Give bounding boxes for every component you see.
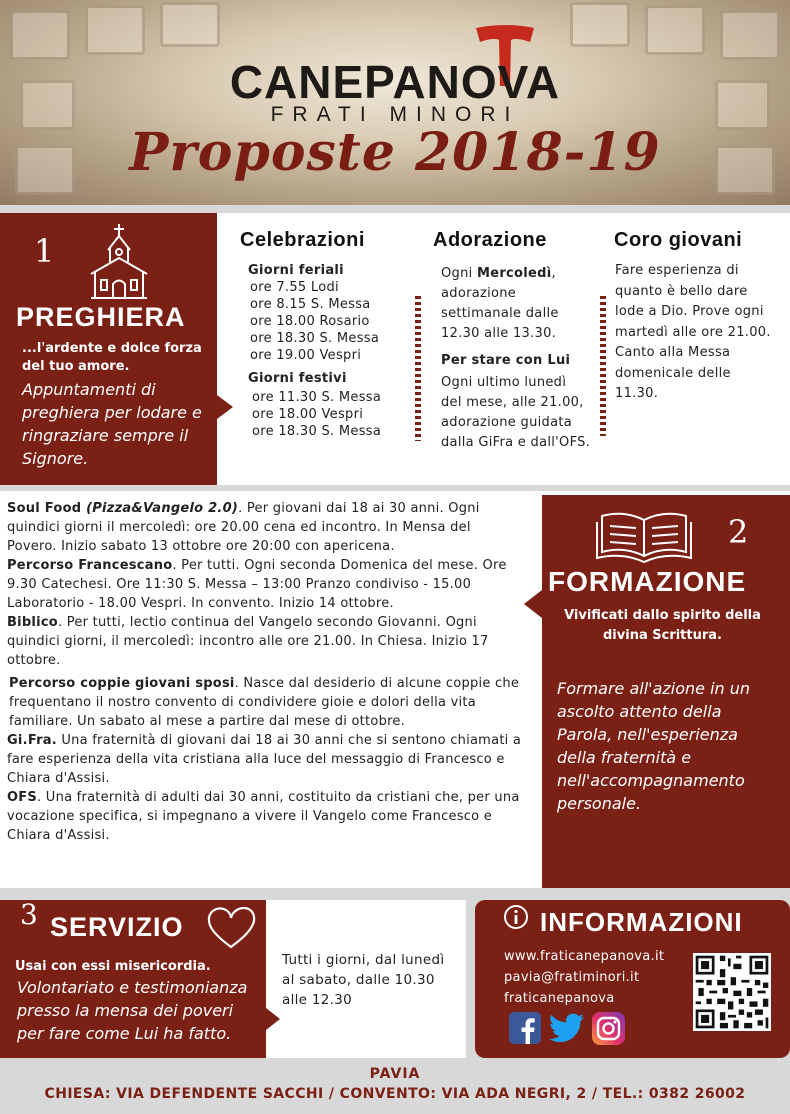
feriali-item: ore 7.55 Lodi	[250, 280, 339, 295]
feriali-item: ore 19.00 Vespri	[250, 348, 362, 363]
formazione-arrow	[524, 590, 542, 618]
list-item: Soul Food (Pizza&Vangelo 2.0). Per giovani dai 18 ai 30 anni. Ogni quindici giorni il mercoledì: ore 20.00 cena ed incontro. In Mensa del Povero. Inizio sabato 13 ottobre ore 20:00 con apericena.	[7, 501, 480, 554]
page-title: Proposte 2018-19	[129, 122, 661, 183]
festivi-item: ore 18.00 Vespri	[252, 407, 364, 422]
servizio-heading: SERVIZIO	[50, 912, 184, 942]
coro-text: Fare esperienza di quanto è bello dare lode a Dio. Prove ogni martedì alle ore 21.00. Canto alla Messa domenicale delle 11.30.	[615, 263, 771, 401]
footer-city: PAVIA	[369, 1066, 421, 1082]
servizio-arrow	[266, 1008, 280, 1030]
list-item: OFS. Una fraternità di adulti dai 30 anni, costituito da cristiani che, per una vocazione specifica, si impegnano a vivere il Vangelo come Francesco e Chiara d'Assisi.	[7, 790, 520, 843]
website-link[interactable]: www.fraticanepanova.it	[504, 949, 665, 964]
twitter-icon[interactable]	[549, 1012, 585, 1044]
adorazione-subtext: Ogni ultimo lunedì del mese, alle 21.00, adorazione guidata dalla GiFra e dall'OFS.	[441, 375, 591, 450]
social-handle[interactable]: fraticanepanova	[504, 991, 615, 1006]
brand-subtitle: FRATI MINORI	[270, 103, 520, 126]
formazione-description: Formare all'azione in un ascolto attento della Parola, nell'esperienza della fraternità e nell'accompagnamento personale.	[557, 679, 751, 813]
formazione-list	[7, 499, 522, 845]
servizio-tagline: Usai con essi misericordia.	[15, 959, 211, 974]
qr-code	[693, 953, 771, 1031]
footer-address: CHIESA: VIA DEFENDENTE SACCHI / CONVENTO: VIA ADA NEGRI, 2 / TEL.: 0382 26002	[44, 1086, 746, 1102]
festivi-label: Giorni festivi	[248, 371, 347, 386]
preghiera-arrow	[217, 395, 233, 419]
adorazione-subheading: Per stare con Lui	[441, 353, 571, 368]
list-item: Percorso coppie giovani sposi. Nasce dal desiderio di alcune coppie che frequentano il nostro convento di condividere gioie e dolori della vita familiare. Un sabato al mese a partire dal mese di ottobre.	[9, 676, 520, 729]
section-number-3: 3	[20, 898, 38, 931]
preghiera-tagline: ...l'ardente e dolce forza del tuo amore.	[22, 341, 202, 374]
email-link[interactable]: pavia@fratiminori.it	[504, 970, 640, 985]
formazione-tagline: Vivificati dallo spirito della divina Scrittura.	[564, 608, 761, 643]
adorazione-text: Ogni Mercoledì, adorazione settimanale dalle 12.30 alle 13.30.	[441, 266, 559, 341]
feriali-item: ore 8.15 S. Messa	[250, 297, 371, 312]
feriali-item: ore 18.30 S. Messa	[250, 331, 380, 346]
brand-name: CANEPANOVA	[229, 56, 561, 108]
list-item: Biblico. Per tutti, lectio continua del Vangelo secondo Giovanni. Ogni quindici giorni, il mercoledì: incontro alle ore 21.00. In Chiesa. Inizio 17 ottobre.	[7, 615, 489, 668]
servizio-schedule: Tutti i giorni, dal lunedì al sabato, dalle 10.30 alle 12.30	[282, 952, 445, 1008]
coro-heading: Coro giovani	[614, 229, 743, 251]
informazioni-heading: INFORMAZIONI	[540, 907, 743, 937]
heart-icon	[205, 905, 257, 951]
adorazione-heading: Adorazione	[433, 229, 547, 251]
section-number-1: 1	[34, 232, 55, 270]
list-item: Percorso Francescano. Per tutti. Ogni seconda Domenica del mese. Ore 9.30 Catechesi. Ore 11:30 S. Messa – 13:00 Pranzo condiviso - 15.00 Laboratorio - 18.00 Vespri. In convento. Inizio 14 ottobre.	[7, 558, 507, 611]
festivi-item: ore 11.30 S. Messa	[252, 390, 382, 405]
preghiera-description: Appuntamenti di preghiera per lodare e ringraziare sempre il Signore.	[22, 380, 202, 468]
info-icon	[503, 904, 529, 930]
formazione-heading: FORMAZIONE	[548, 566, 747, 597]
festivi-item: ore 18.30 S. Messa	[252, 424, 382, 439]
list-item: Gi.Fra. Una fraternità di giovani dai 18 ai 30 anni che si sentono chiamati a fare esperienza della vita cristiana alla luce del messaggio di Francesco e Chiara d'Assisi.	[7, 733, 522, 786]
feriali-item: ore 18.00 Rosario	[250, 314, 370, 329]
instagram-icon[interactable]	[592, 1012, 625, 1045]
church-icon	[88, 222, 150, 302]
open-book-icon	[594, 506, 694, 564]
servizio-description: Volontariato e testimonianza presso la mensa dei poveri per fare come Lui ha fatto.	[17, 978, 248, 1043]
section-number-2: 2	[728, 513, 749, 551]
feriali-label: Giorni feriali	[248, 263, 344, 278]
facebook-icon[interactable]	[509, 1012, 541, 1044]
celebrazioni-heading: Celebrazioni	[240, 229, 365, 251]
preghiera-heading: PREGHIERA	[16, 302, 186, 332]
column-divider	[415, 296, 421, 441]
column-divider	[600, 296, 606, 436]
